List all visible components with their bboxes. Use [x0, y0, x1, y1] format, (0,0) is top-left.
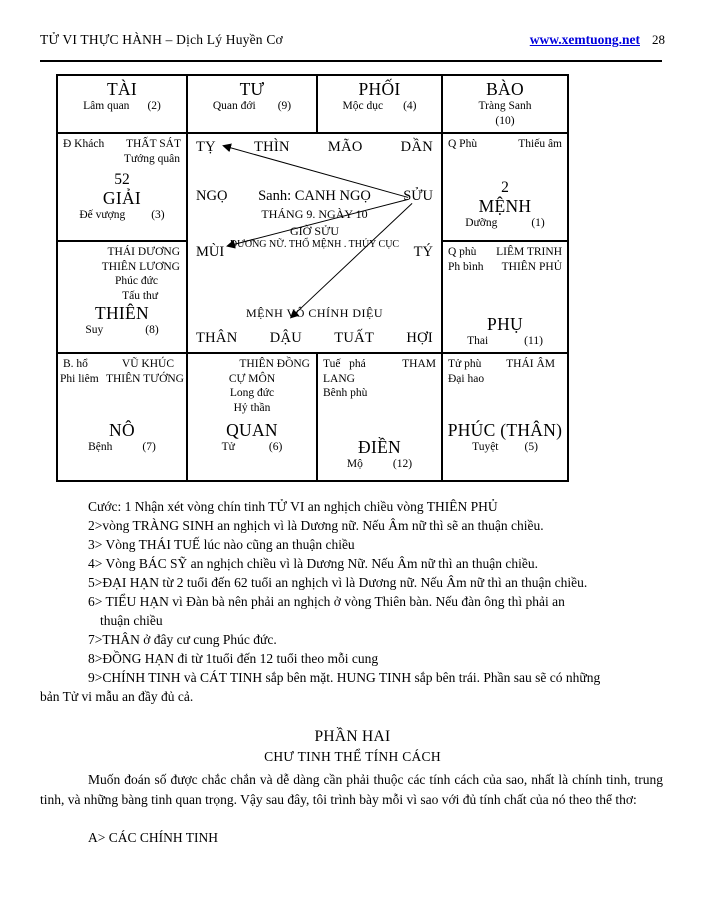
minor-star: Đại hao — [448, 372, 485, 385]
branch-label-suu: SỬU — [403, 188, 433, 204]
branch-label-than: THÂN — [196, 330, 238, 346]
major-star: THIÊN PHỦ — [501, 260, 562, 273]
palace-cell-thien — [57, 241, 187, 353]
major-star: THIÊN TƯỚNG — [105, 372, 184, 385]
palace-cell-dien — [317, 353, 442, 481]
palace-name: ĐIỀN — [358, 436, 401, 457]
minor-star: phá — [349, 358, 366, 370]
palace-cell-tai — [57, 75, 187, 133]
major-star: THAM — [402, 358, 436, 370]
life-stage: Suy — [85, 324, 104, 336]
major-star: THẤT SÁT — [125, 138, 181, 150]
birth-year-line: Sanh: CANH NGỌ — [258, 188, 371, 204]
birth-day-line: THÁNG 9. NGÀY 10 — [261, 207, 368, 221]
palace-number: (6) — [268, 441, 283, 453]
major-star: LANG — [323, 372, 355, 385]
palace-name: BÀO — [486, 79, 524, 99]
palace-number: (1) — [531, 216, 545, 229]
page-header — [40, 32, 665, 48]
palace-number: (10) — [495, 114, 515, 127]
life-stage: Quan đới — [212, 100, 256, 112]
dai-han-age: 52 — [114, 171, 130, 188]
footnote-line: 5>ĐẠI HẠN từ 2 tuổi đến 62 tuổi an nghịch vì là Dương nữ. Nếu Âm nữ thì an thuận chiều. — [88, 575, 588, 590]
palace-cell-tu — [187, 75, 317, 133]
palace-name: THIÊN — [95, 303, 149, 323]
minor-star: Q phù — [448, 246, 477, 258]
palace-number: (4) — [403, 100, 417, 112]
palace-cell-giai — [57, 133, 187, 241]
footnote-line: 4> Vòng BÁC SỸ an nghịch chiều vì là Dương Nữ. Nếu Âm nữ thì an thuận chiều. — [88, 556, 539, 571]
header-divider — [40, 60, 662, 62]
minor-star: Phúc đức — [115, 275, 158, 287]
life-stage: Mộc dục — [342, 100, 384, 112]
footnote-line: 2>vòng TRÀNG SINH an nghịch vì là Dương nữ. Nếu Âm nữ thì sẽ an thuận chiều. — [88, 518, 544, 533]
palace-cell-bao — [442, 75, 568, 133]
palace-cell-no — [57, 353, 187, 481]
minor-star: Thiếu âm — [518, 138, 562, 150]
life-stage: Tràng Sanh — [478, 100, 532, 112]
palace-name: NÔ — [109, 420, 135, 440]
major-star: VŨ KHÚC — [121, 358, 174, 370]
birth-hour-line: GIỜ SỬU — [290, 224, 339, 238]
menh-vo-chinh-dieu-note: MỆNH VÔ CHÍNH DIỆU — [245, 306, 384, 320]
branch-label-ngo: NGỌ — [196, 188, 228, 204]
page-number: 28 — [652, 32, 665, 47]
minor-star: Tử phù — [448, 358, 482, 370]
branch-label-dau: DẬU — [269, 330, 303, 346]
palace-number: (7) — [142, 441, 156, 453]
palace-name: MỆNH — [478, 195, 532, 216]
section-title: PHẦN HAI — [314, 728, 391, 745]
palace-number: (11) — [524, 335, 543, 347]
palace-number: (3) — [151, 209, 165, 221]
minor-star: Ph bình — [448, 260, 484, 273]
palace-name: GIẢI — [102, 188, 142, 208]
minor-star: Tướng quân — [123, 152, 180, 165]
palace-cell-menh — [442, 133, 568, 241]
life-stage: Đế vượng — [79, 209, 126, 221]
life-stage: Bệnh — [88, 441, 113, 453]
minor-star: Hỷ thần — [233, 401, 271, 414]
branch-label-dan: DẦN — [400, 139, 433, 155]
major-star: THÁI ÂM — [506, 358, 555, 370]
footnote-line: bản Tử vi mẫu an đầy đủ cả. — [40, 689, 194, 704]
branch-label-ti: TÝ — [413, 244, 433, 260]
major-star: THIÊN ĐỒNG — [239, 358, 310, 370]
palace-cell-phoi — [317, 75, 442, 133]
major-star: THÁI DƯƠNG — [107, 246, 180, 258]
minor-star: Phi liêm — [60, 372, 99, 385]
tuvi-chart-grid — [56, 74, 569, 482]
branch-label-mui: MÙI — [196, 244, 225, 260]
minor-star: Long đức — [229, 387, 275, 399]
branch-label-thin: THÌN — [253, 139, 290, 155]
footnote-line: 9>CHÍNH TINH và CÁT TINH sắp bên mặt. HUNG TINH sắp bên trái. Phần sau sẽ có những — [88, 670, 601, 685]
major-star: LIÊM TRINH — [496, 246, 562, 258]
palace-name: TƯ — [239, 79, 265, 99]
direction-arrows — [188, 134, 441, 352]
section-item-a: A> CÁC CHÍNH TINH — [88, 830, 218, 845]
website-link[interactable]: www.xemtuong.net — [529, 32, 640, 47]
palace-number: (12) — [392, 457, 413, 470]
minor-star: B. hổ — [63, 358, 88, 370]
dai-han-age: 2 — [501, 178, 509, 196]
palace-number: (8) — [145, 324, 159, 336]
section-paragraph: Muốn đoán số được chắc chắn và dễ dàng cần phải thuộc các tính cách của sao, nhất là chính tinh, trung tinh, và những bàng tinh quan trọng. Vậy sau đây, tôi trình bày mỗi vì sao với đủ tính chất của nó theo thể thơ: — [40, 772, 663, 807]
life-stage: Tuyệt — [472, 441, 499, 453]
palace-cell-quan — [187, 353, 317, 481]
palace-name: TÀI — [106, 79, 138, 99]
minor-star: Tấu thư — [122, 289, 158, 302]
section-subtitle: CHƯ TINH THỂ TÍNH CÁCH — [264, 749, 441, 764]
life-stage: Mộ — [346, 457, 363, 470]
palace-number: (9) — [277, 100, 292, 112]
palace-number: (2) — [147, 100, 161, 112]
palace-cell-phu — [442, 241, 568, 353]
palace-name: PHÚC (THÂN) — [447, 420, 563, 440]
footnote-line: thuận chiều — [100, 613, 163, 628]
life-stage: Tử — [221, 441, 235, 453]
footnote-line: Cước: 1 Nhận xét vòng chín tinh TỬ VI an nghịch chiều vòng THIÊN PHỦ — [88, 499, 498, 514]
minor-star: Tuế — [323, 358, 341, 370]
palace-number: (5) — [524, 441, 538, 453]
footnote-line: 3> Vòng THÁI TUẾ lúc nào cũng an thuận chiều — [88, 537, 355, 552]
footnote-line: 7>THÂN ở đây cư cung Phúc đức. — [88, 632, 277, 647]
branch-label-ty: TỴ — [196, 139, 216, 155]
destiny-element-line: DƯƠNG NỮ. THỔ MỆNH . THỦY CỤC — [229, 239, 400, 250]
life-stage: Thai — [467, 335, 489, 347]
palace-name: QUAN — [226, 420, 278, 440]
major-star: THIÊN LƯƠNG — [101, 260, 180, 273]
chart-footnotes — [40, 497, 663, 706]
minor-star: Bênh phù — [323, 387, 368, 399]
branch-label-tuat: TUẤT — [334, 330, 375, 346]
life-stage: Dưỡng — [465, 216, 498, 229]
palace-cell-phuc — [442, 353, 568, 481]
footnote-line: 6> TIỂU HẠN vì Đàn bà nên phải an nghịch ở vòng Thiên bàn. Nếu đàn ông thì phải an — [88, 594, 565, 609]
life-stage: Lâm quan — [83, 100, 130, 112]
chart-center-area — [187, 133, 442, 353]
major-star: CỰ MÔN — [228, 372, 276, 385]
minor-star: Đ Khách — [63, 138, 105, 150]
minor-star: Q Phù — [448, 138, 478, 150]
palace-name: PHỤ — [487, 314, 523, 334]
document-title: TỬ VI THỰC HÀNH – Dịch Lý Huyền Cơ — [40, 32, 283, 47]
branch-label-hoi: HỢI — [406, 330, 433, 346]
branch-label-mao: MÃO — [327, 139, 363, 155]
palace-name: PHỐI — [358, 79, 401, 99]
footnote-line: 8>ĐỒNG HẠN đi từ 1tuổi đến 12 tuổi theo mỗi cung — [88, 651, 379, 666]
